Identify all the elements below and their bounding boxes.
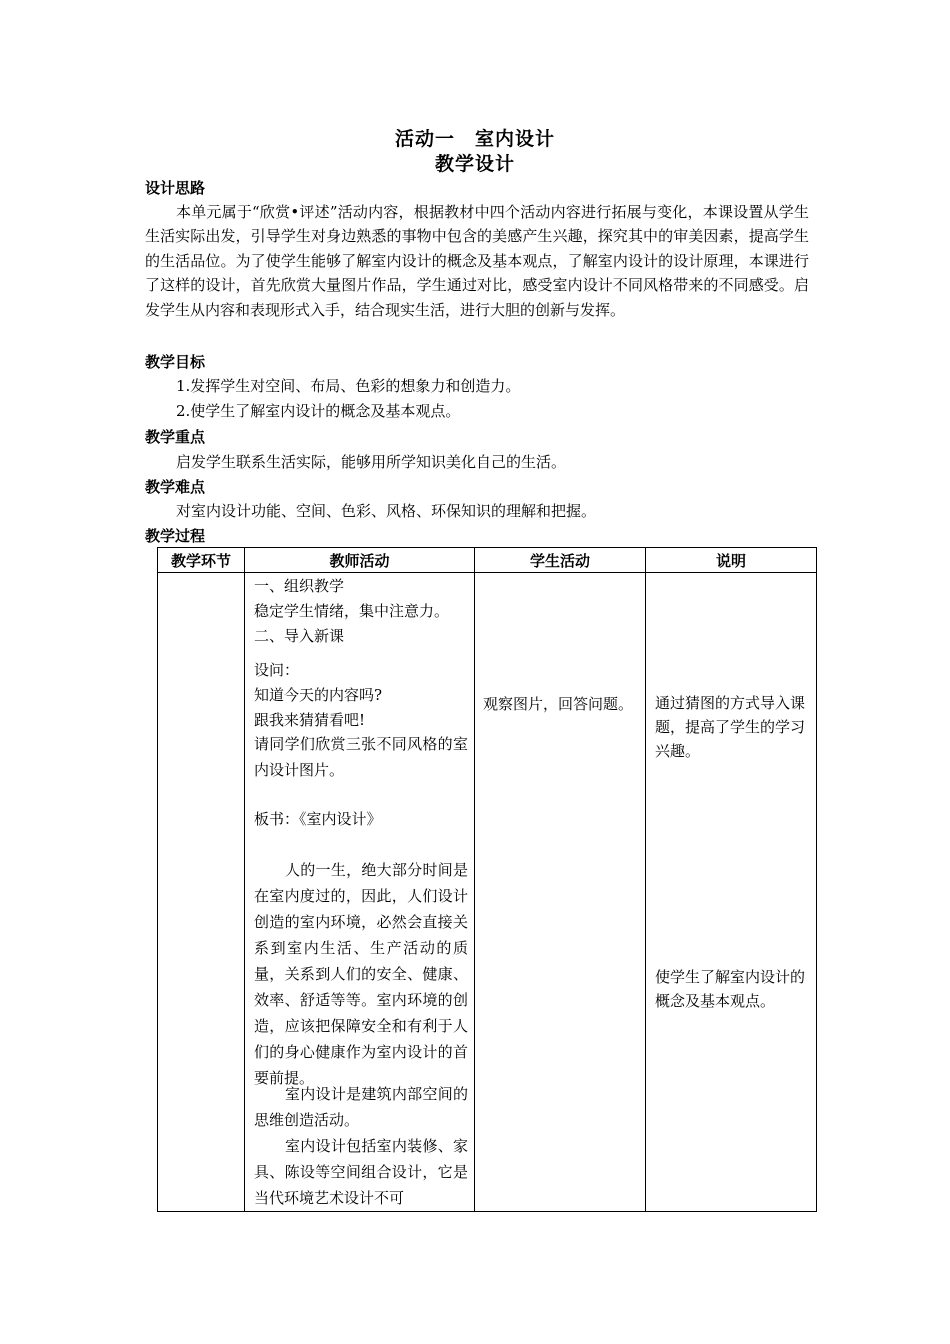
note-1: 通过猜图的方式导入课题，提高了学生的学习兴趣。 <box>655 694 806 760</box>
student-cell <box>475 573 646 1212</box>
process-heading: 教学过程 <box>145 527 206 545</box>
teacher-para-1: 人的一生，绝大部分时间是在室内度过的，因此，人们设计创造的室内环境，必然会直接关系到室内生活、生产活动的质量，关系到人们的安全、健康、效率、舒适等等。室内环境的创造，应该把保障安全和有利于人们的身心健康作为室内设计的首要前提。 <box>254 861 468 1087</box>
header-student: 学生活动 <box>475 548 646 573</box>
teacher-ask-4: 请同学们欣赏三张不同风格的室内设计图片。 <box>254 735 468 779</box>
document-subtitle: 教学设计 <box>434 153 515 175</box>
teacher-para-3: 室内设计包括室内装修、家具、陈设等空间组合设计，它是当代环境艺术设计不可 <box>254 1137 468 1207</box>
objective-item-1: 1.发挥学生对空间、布局、色彩的想象力和创造力。 <box>176 377 521 395</box>
header-stage: 教学环节 <box>158 548 245 573</box>
teacher-cell <box>245 573 475 1212</box>
header-teacher: 教师活动 <box>245 548 475 573</box>
design-idea-text: 本单元属于“欣赏•评述”活动内容，根据教材中四个活动内容进行拓展与变化，本课设置从学生生活实际出发，引导学生对身边熟悉的事物中包含的美感产生兴趣，探究其中的审美因素，提高学生的生活品位。为了使学生能够了解室内设计的概念及基本观点，了解室内设计的设计原理，本课进行了这样的设计，首先欣赏大量图片作品，学生通过对比，感受室内设计不同风格带来的不同感受。启发学生从内容和表现形式入手，结合现实生活，进行大胆的创新与发挥。 <box>145 203 809 319</box>
teacher-line-1: 一、组织教学 <box>254 577 345 595</box>
difficulties-heading: 教学难点 <box>145 478 206 496</box>
teacher-ask-3: 跟我来猜猜看吧! <box>254 711 366 729</box>
teacher-board: 板书：《室内设计》 <box>254 810 382 828</box>
objective-item-2: 2.使学生了解室内设计的概念及基本观点。 <box>176 402 461 420</box>
note-2: 使学生了解室内设计的概念及基本观点。 <box>655 968 806 1010</box>
document-title <box>0 124 950 151</box>
table-header-row <box>158 548 817 573</box>
title-topic: 室内设计 <box>475 128 556 150</box>
key-points-text: 启发学生联系生活实际，能够用所学知识美化自己的生活。 <box>176 453 567 471</box>
teacher-ask-2: 知道今天的内容吗? <box>254 686 383 704</box>
process-table <box>157 547 817 1212</box>
note-cell <box>646 573 817 1212</box>
title-activity: 活动一 <box>394 128 455 150</box>
key-points-heading: 教学重点 <box>145 428 206 446</box>
header-note: 说明 <box>646 548 817 573</box>
teacher-line-2: 稳定学生情绪，集中注意力。 <box>254 602 450 620</box>
objectives-heading: 教学目标 <box>145 353 206 371</box>
table-row <box>158 573 817 1212</box>
teacher-line-3: 二、导入新课 <box>254 627 345 645</box>
teacher-ask-1: 设问： <box>254 661 300 679</box>
teacher-para-2: 室内设计是建筑内部空间的思维创造活动。 <box>254 1085 468 1129</box>
design-idea-heading: 设计思路 <box>145 179 206 197</box>
stage-cell <box>158 573 245 1212</box>
difficulties-text: 对室内设计功能、空间、色彩、风格、环保知识的理解和把握。 <box>176 502 597 520</box>
student-line-1: 观察图片，回答问题。 <box>483 695 634 713</box>
